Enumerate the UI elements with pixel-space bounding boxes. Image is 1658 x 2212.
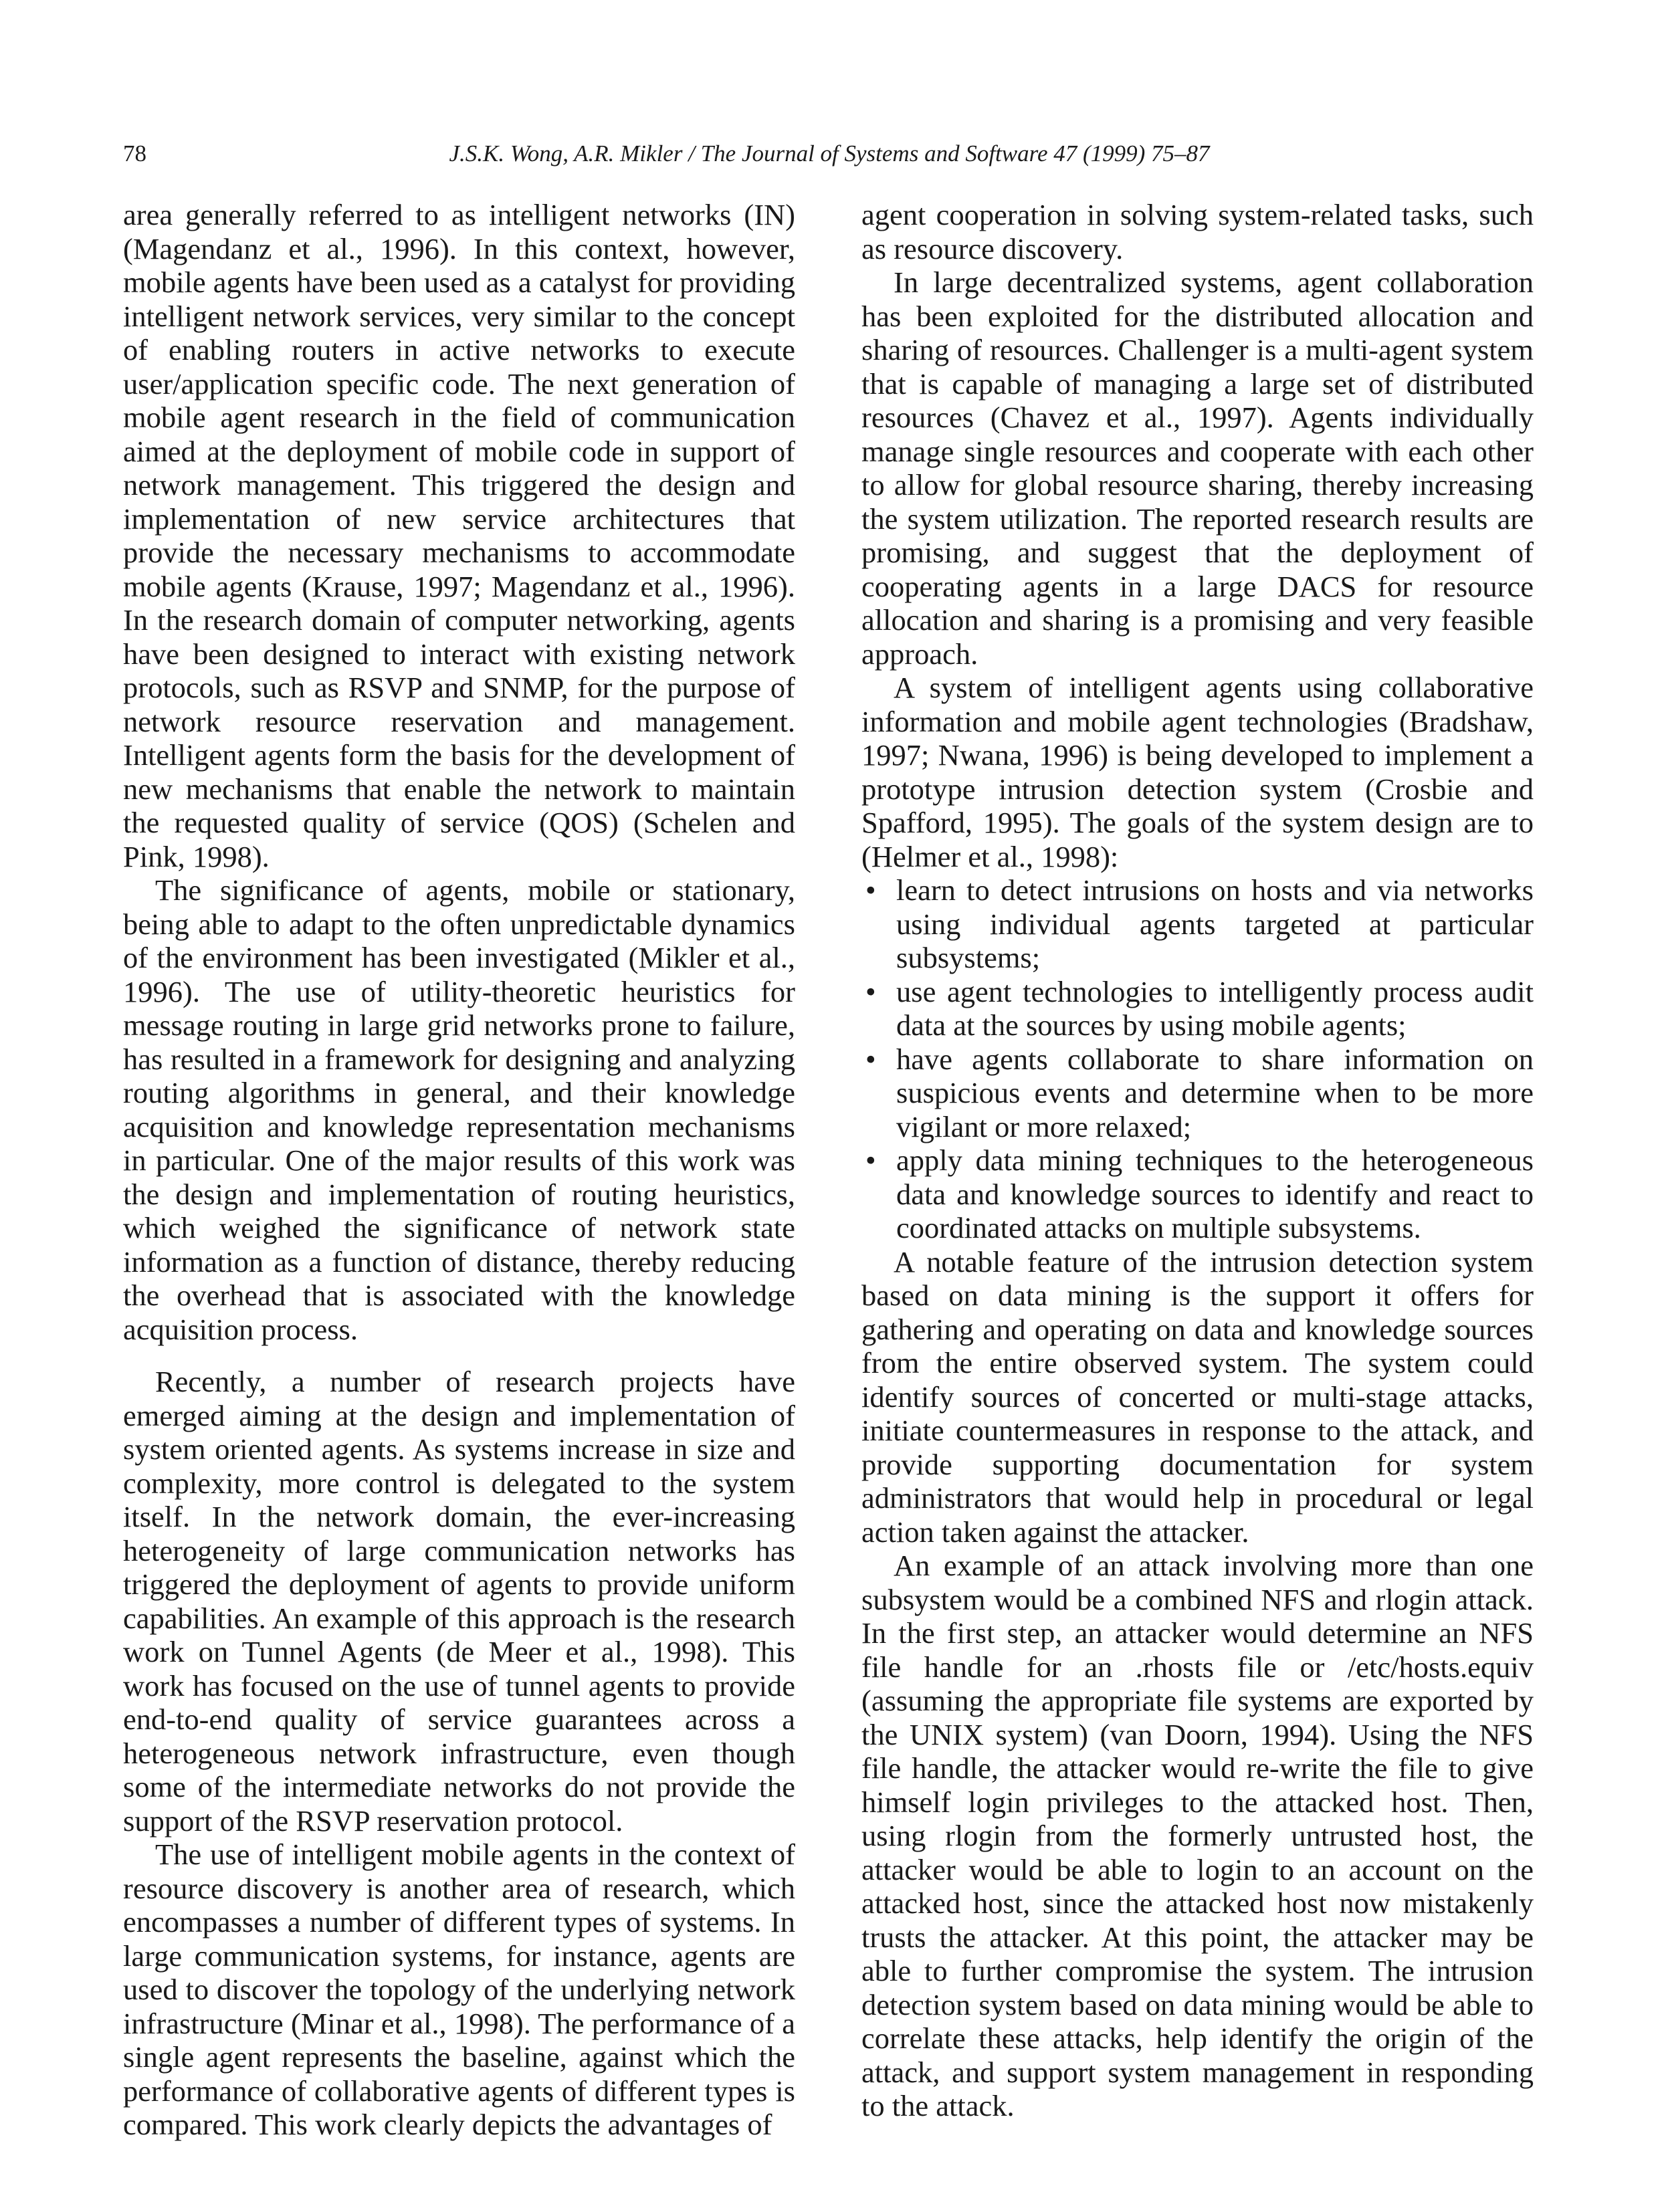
paragraph: The use of intelligent mobile agents in the context of resource discovery is another area of research, which encompasses a number of different types of systems. In large communication systems, for instance, agents are used to discover the topology of the underlying network infrastructure (Minar et al., 1998). The performance of a single agent represents the baseline, against which the performance of collaborative agents of different types is compared. This work clearly depicts the advantages of bbox=[123, 1838, 795, 2141]
paragraph: Recently, a number of research projects have emerged aiming at the design and implementation of system oriented agents. As systems increase in size and complexity, more control is delegated to the system itself. In the network domain, the ever-increasing heterogeneity of large communication networks has triggered the deployment of agents to provide uniform capabilities. An example of this approach is the research work on Tunnel Agents (de Meer et al., 1998). This work has focused on the use of tunnel agents to provide end-to-end quality of service guarantees across a heterogeneous network infrastructure, even though some of the intermediate networks do not provide the support of the RSVP reservation protocol. bbox=[123, 1365, 795, 1838]
paragraph: An example of an attack involving more than one subsystem would be a combined NFS and rlogin attack. In the first step, an attacker would determine an NFS file handle for an .rhosts file or /etc/hosts.equiv (assuming the appropriate file systems are exported by the UNIX system) (van Doorn, 1994). Using the NFS file handle, the attacker would re-write the file to give himself login privileges to the attacked host. Then, using rlogin from the formerly untrusted host, the attacker would be able to login to an account on the attacked host, since the attacked host now mistakenly trusts the attacker. At this point, the attacker may be able to further compromise the system. The intrusion detection system based on data mining would be able to correlate these attacks, help identify the origin of the attack, and support system management in responding to the attack. bbox=[861, 1549, 1534, 2122]
goals-list bbox=[861, 873, 1534, 1245]
paragraph: A system of intelligent agents using collaborative information and mobile agent technologies (Bradshaw, 1997; Nwana, 1996) is being developed to implement a prototype intrusion detection system (Crosbie and Spafford, 1995). The goals of the system design are to (Helmer et al., 1998): bbox=[861, 671, 1534, 873]
list-item: • learn to detect intrusions on hosts and via networks using individual agents targeted at particular subsystems; bbox=[861, 873, 1534, 975]
right-column bbox=[861, 198, 1534, 2123]
list-item: • have agents collaborate to share information on suspicious events and determine when to be more vigilant or more relaxed; bbox=[861, 1042, 1534, 1144]
list-item: • use agent technologies to intelligently process audit data at the sources by using mobile agents; bbox=[861, 975, 1534, 1042]
left-column bbox=[123, 198, 795, 2142]
paragraph: agent cooperation in solving system-related tasks, such as resource discovery. bbox=[861, 198, 1534, 265]
page-header bbox=[123, 140, 1536, 181]
paragraph: In large decentralized systems, agent collaboration has been exploited for the distributed allocation and sharing of resources. Challenger is a multi-agent system that is capable of managing a large set of distributed resources (Chavez et al., 1997). Agents individually manage single resources and cooperate with each other to allow for global resource sharing, thereby increasing the system utilization. The reported research results are promising, and suggest that the deployment of cooperating agents in a large DACS for resource allocation and sharing is a promising and very feasible approach. bbox=[861, 265, 1534, 671]
paragraph: area generally referred to as intelligent networks (IN) (Magendanz et al., 1996). In this context, however, mobile agents have been used as a catalyst for providing intelligent network services, very similar to the concept of enabling routers in active networks to execute user/application specific code. The next generation of mobile agent research in the field of communication aimed at the deployment of mobile code in support of network management. This triggered the design and implementation of new service architectures that provide the necessary mechanisms to accommodate mobile agents (Krause, 1997; Magendanz et al., 1996). In the research domain of computer networking, agents have been designed to interact with existing network protocols, such as RSVP and SNMP, for the purpose of network resource reservation and management. Intelligent agents form the basis for the development of new mechanisms that enable the network to maintain the requested quality of service (QOS) (Schelen and Pink, 1998). bbox=[123, 198, 795, 873]
paragraph: A notable feature of the intrusion detection system based on data mining is the support it offers for gathering and operating on data and knowledge sources from the entire observed system. The system could identify sources of concerted or multi-stage attacks, initiate countermeasures in response to the attack, and provide supporting documentation for system administrators that would help in procedural or legal action taken against the attacker. bbox=[861, 1244, 1534, 1549]
paragraph: The significance of agents, mobile or stationary, being able to adapt to the often unpredictable dynamics of the environment has been investigated (Mikler et al., 1996). The use of utility-theoretic heuristics for message routing in large grid networks prone to failure, has resulted in a framework for designing and analyzing routing algorithms in general, and their knowledge acquisition and knowledge representation mechanisms in particular. One of the major results of this work was the design and implementation of routing heuristics, which weighed the significance of network state information as a function of distance, thereby reducing the overhead that is associated with the knowledge acquisition process. bbox=[123, 873, 795, 1346]
list-item: • apply data mining techniques to the heterogeneous data and knowledge sources to identify and react to coordinated attacks on multiple subsystems. bbox=[861, 1143, 1534, 1245]
page-number: 78 bbox=[123, 140, 146, 167]
running-head: J.S.K. Wong, A.R. Mikler / The Journal of Systems and Software 47 (1999) 75–87 bbox=[449, 140, 1210, 167]
